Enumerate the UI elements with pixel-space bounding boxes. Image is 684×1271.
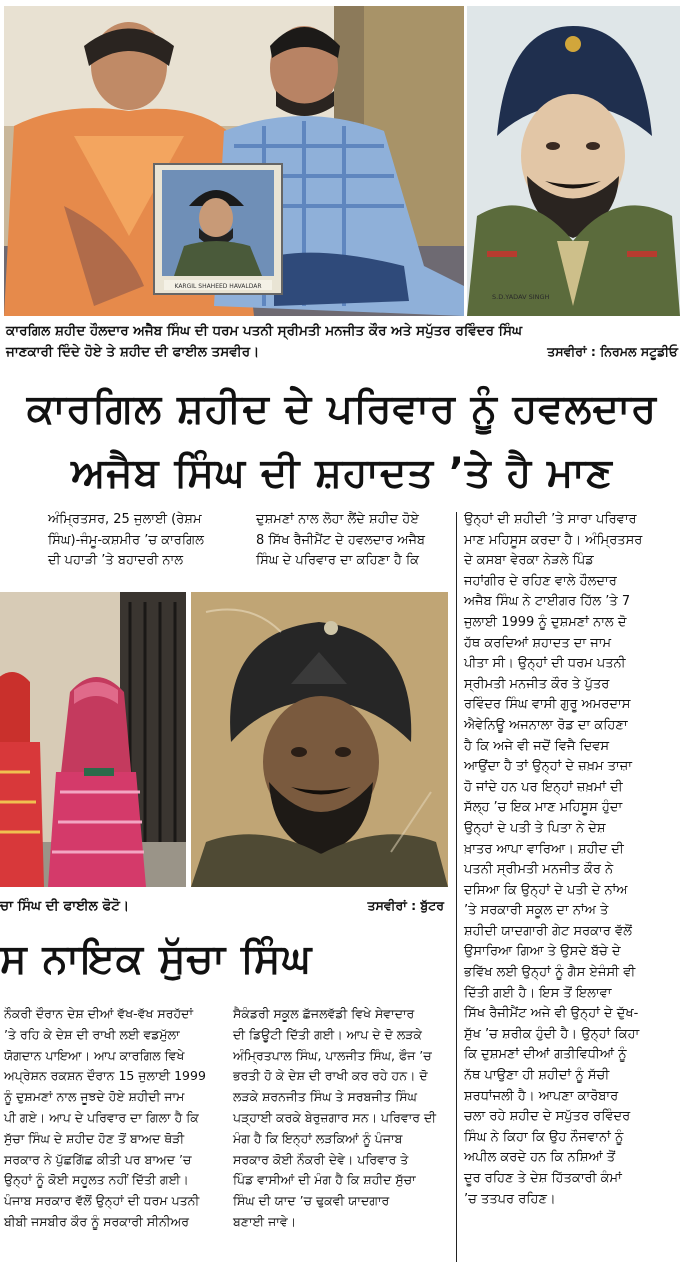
article1-col2 [256, 510, 448, 572]
article-line: ਭਰਤੀ ਹੋ ਕੇ ਦੇਸ਼ ਦੀ ਰਾਖੀ ਕਰ ਰਹੇ ਹਨ। ਦੋ [233, 1068, 428, 1084]
article-line: ’ਤੇ ਰਹਿ ਕੇ ਦੇਸ਼ ਦੀ ਰਾਖੀ ਲਈ ਵਡਮੁੱਲਾ [4, 1026, 180, 1042]
article1-col1 [48, 510, 248, 572]
framed-photo-label: KARGIL SHAHEED HAVALDAR [174, 283, 262, 290]
soldier-file-photo [191, 592, 448, 887]
article1-col1-line: ਸਿੰਘ)-ਜੰਮੂ-ਕਸ਼ਮੀਰ ’ਚ ਕਾਰਗਿਲ [48, 532, 204, 548]
article-line: ਰਵਿੰਦਰ ਸਿੰਘ ਵਾਸੀ ਗੁਰੂ ਅਮਰਦਾਸ [464, 697, 631, 713]
article-line: ਸਿੰਘ ਨੇ ਕਿਹਾ ਕਿ ਉਹ ਨੌਜਵਾਨਾਂ ਨੂੰ [464, 1129, 624, 1145]
article1-col1-line: ਅੰਮ੍ਰਿਤਸਰ, 25 ਜੁਲਾਈ (ਰੇਸ਼ਮ [48, 512, 202, 527]
article-line: ਸਿੰਘ ਦੀ ਯਾਦ ’ਚ ਢੁਕਵੀ ਯਾਦਗਾਰ [233, 1193, 390, 1209]
article-line: ਦਿੱਤੀ ਗਈ ਹੈ। ਇਸ ਤੋਂ ਇਲਾਵਾ [464, 985, 612, 1001]
article-line: ਬੀਬੀ ਜਸਬੀਰ ਕੌਰ ਨੂੰ ਸਰਕਾਰੀ ਸੀਨੀਅਰ [4, 1213, 190, 1229]
article-line: ਲੜਕੇ ਸ਼ਰਨਜੀਤ ਸਿੰਘ ਤੇ ਸਰਬਜੀਤ ਸਿੰਘ [233, 1089, 417, 1105]
article-line: ਪੰਜਾਬ ਸਰਕਾਰ ਵੱਲੋਂ ਉਨ੍ਹਾਂ ਦੀ ਧਰਮ ਪਤਨੀ [4, 1193, 200, 1209]
portrait-signature: S.D.YADAV SINGH [492, 293, 550, 301]
article-line: ਕਿ ਦੁਸ਼ਮਣਾਂ ਦੀਆਂ ਗਤੀਵਿਧੀਆਂ ਨੂੰ [464, 1047, 627, 1063]
article-line: ਦੀ ਡਿਊਟੀ ਦਿੱਤੀ ਗਈ। ਆਪ ਦੇ ਦੋ ਲੜਕੇ [233, 1026, 422, 1042]
article-line: ਨੌਕਰੀ ਦੌਰਾਨ ਦੇਸ਼ ਦੀਆਂ ਵੱਖ-ਵੱਖ ਸਰਹੱਦਾਂ [4, 1006, 193, 1021]
painted-portrait [467, 6, 680, 316]
mid-caption: ਚਾ ਸਿੰਘ ਦੀ ਫਾਈਲ ਫੋਟੋ। [0, 898, 130, 914]
column-divider [456, 512, 457, 1262]
article-line: ਜੁਲਾਈ 1999 ਨੂੰ ਦੁਸ਼ਮਣਾਂ ਨਾਲ ਦੋ [464, 614, 627, 630]
article-line: ਨੂੰ ਦੁਸ਼ਮਣਾਂ ਨਾਲ ਜੂਝਦੇ ਹੋਏ ਸ਼ਹੀਦੀ ਜਾਮ [4, 1089, 185, 1105]
article-line: ਆਉਂਦਾ ਹੈ ਤਾਂ ਉਨ੍ਹਾਂ ਦੇ ਜ਼ਖ਼ਮ ਤਾਜ਼ਾ [464, 759, 632, 775]
article-line: ਸੱਲ੍ਹ ’ਚ ਇਕ ਮਾਣ ਮਹਿਸੂਸ ਹੁੰਦਾ [464, 800, 623, 816]
article-line: ਸੁੱਖ ’ਚ ਸ਼ਰੀਕ ਹੁੰਦੀ ਹੈ। ਉਨ੍ਹਾਂ ਕਿਹਾ [464, 1026, 640, 1042]
article2-col1 [4, 1004, 222, 1233]
article-line: ਹੱਥ ਕਰਦਿਆਂ ਸ਼ਹਾਦਤ ਦਾ ਜਾਮ [464, 635, 612, 651]
article-line: ਹੈ ਕਿ ਅਜੇ ਵੀ ਜਦੋਂ ਵਿਜੈ ਦਿਵਸ [464, 738, 610, 754]
article-line: ਸੁੱਚਾ ਸਿੰਘ ਦੇ ਸ਼ਹੀਦ ਹੋਣ ਤੋਂ ਬਾਅਦ ਥੋੜੀ [4, 1130, 185, 1146]
article-line: ਸ੍ਰੀਮਤੀ ਮਨਜੀਤ ਕੌਰ ਤੇ ਪੁੱਤਰ [464, 676, 610, 692]
main-headline-line2: ਅਜੈਬ ਸਿੰਘ ਦੀ ਸ਼ਹਾਦਤ ’ਤੇ ਹੈ ਮਾਣ [71, 450, 613, 496]
article-line: ਐਵੇਨਿਊ ਅਜਨਾਲਾ ਰੋਡ ਦਾ ਕਹਿਣਾ [464, 717, 628, 733]
top-caption-line2: ਜਾਣਕਾਰੀ ਦਿੰਦੇ ਹੋਏ ਤੇ ਸ਼ਹੀਦ ਦੀ ਫਾਈਲ ਤਸਵੀਰ। [6, 344, 260, 360]
article-line: ਪੜ੍ਹਾਈ ਕਰਕੇ ਬੇਰੁਜ਼ਗਾਰ ਸਨ। ਪਰਿਵਾਰ ਦੀ [233, 1109, 437, 1125]
article-line: ਅਜੈਬ ਸਿੰਘ ਨੇ ਟਾਈਗਰ ਹਿੱਲ ’ਤੇ 7 [464, 594, 631, 610]
article-line: ਚਲਾ ਰਹੇ ਸ਼ਹੀਦ ਦੇ ਸਪੁੱਤਰ ਰਵਿੰਦਰ [464, 1109, 631, 1125]
article1-col2-line: ਸਿੰਘ ਦੇ ਪਰਿਵਾਰ ਦਾ ਕਹਿਣਾ ਹੈ ਕਿ [256, 553, 420, 569]
article-line: ਮਾਣ ਮਹਿਸੂਸ ਕਰਦਾ ਹੈ। ਅੰਮ੍ਰਿਤਸਰ [464, 532, 643, 548]
article-line: ਉਨ੍ਹਾਂ ਦੀ ਸ਼ਹੀਦੀ ’ਤੇ ਸਾਰਾ ਪਰਿਵਾਰ [464, 512, 637, 527]
article-line: ਮੰਗ ਹੈ ਕਿ ਇਨ੍ਹਾਂ ਲੜਕਿਆਂ ਨੂੰ ਪੰਜਾਬ [233, 1130, 403, 1146]
main-headline-line1: ਕਾਰਗਿਲ ਸ਼ਹੀਦ ਦੇ ਪਰਿਵਾਰ ਨੂੰ ਹਵਲਦਾਰ [26, 386, 658, 432]
article-line: ਸੈਕੰਡਰੀ ਸਕੂਲ ਛੱਜਲਵੱਡੀ ਵਿਖੇ ਸੇਵਾਦਾਰ [233, 1006, 415, 1021]
article-line: ਪਤਨੀ ਸ੍ਰੀਮਤੀ ਮਨਜੀਤ ਕੌਰ ਨੇ [464, 862, 614, 878]
article-line: ਪੀਤਾ ਸੀ। ਉਨ੍ਹਾਂ ਦੀ ਧਰਮ ਪਤਨੀ [464, 656, 626, 672]
article-line: ਸਰਕਾਰ ਨੇ ਪੁੱਛਗਿੱਛ ਕੀਤੀ ਪਰ ਬਾਅਦ ’ਚ [4, 1151, 192, 1167]
article-line: ’ਤੇ ਸਰਕਾਰੀ ਸਕੂਲ ਦਾ ਨਾਂਅ ਤੇ [464, 903, 609, 919]
mid-photo-credit: ਤਸਵੀਰਾਂ : ਬੁੱਟਰ [367, 898, 444, 913]
article1-col3 [464, 510, 678, 1210]
article-line: ਯੋਗਦਾਨ ਪਾਇਆ। ਆਪ ਕਾਰਗਿਲ ਵਿਖੇ [4, 1047, 185, 1063]
article-line: ਸਰਕਾਰ ਕੋਈ ਨੌਕਰੀ ਦੇਵੇ। ਪਰਿਵਾਰ ਤੇ [233, 1151, 409, 1167]
article-line: ਦੇ ਕਸਬਾ ਵੇਰਕਾ ਨੇੜਲੇ ਪਿੰਡ [464, 553, 594, 569]
article-line: ਪਿੰਡ ਵਾਸੀਆਂ ਦੀ ਮੰਗ ਹੈ ਕਿ ਸ਼ਹੀਦ ਸੁੱਚਾ [233, 1172, 416, 1188]
article-line: ਉਨ੍ਹਾਂ ਦੇ ਪਤੀ ਤੇ ਪਿਤਾ ਨੇ ਦੇਸ਼ [464, 820, 606, 836]
article1-col1-line: ਦੀ ਪਹਾੜੀ ’ਤੇ ਬਹਾਦਰੀ ਨਾਲ [48, 553, 184, 569]
article-line: ਉਸਾਰਿਆ ਗਿਆ ਤੇ ਉਸਦੇ ਬੱਚੇ ਦੇ [464, 944, 621, 960]
article-line: ਉਨ੍ਹਾਂ ਨੂੰ ਕੋਈ ਸਹੂਲਤ ਨਹੀਂ ਦਿੱਤੀ ਗਈ। [4, 1172, 189, 1188]
second-headline: ਸ ਨਾਇਕ ਸੁੱਚਾ ਸਿੰਘ [0, 936, 313, 982]
top-photo-credit: ਤਸਵੀਰਾਂ : ਨਿਰਮਲ ਸਟੂਡੀਓ [547, 344, 678, 359]
article-line: ਨੱਥ ਪਾਉਣਾ ਹੀ ਸ਼ਹੀਦਾਂ ਨੂੰ ਸੱਚੀ [464, 1068, 610, 1084]
article-line: ਪੀ ਗਏ। ਆਪ ਦੇ ਪਰਿਵਾਰ ਦਾ ਗਿਲਾ ਹੈ ਕਿ [4, 1109, 199, 1125]
article-line: ਸਿੱਖ ਰੈਜੀਮੈਂਟ ਅਜੇ ਵੀ ਉਨ੍ਹਾਂ ਦੇ ਦੁੱਖ- [464, 1006, 639, 1022]
article2-col2 [233, 1004, 449, 1233]
family-photo [4, 6, 464, 316]
article1-col2-line: 8 ਸਿੱਖ ਰੈਜੀਮੈਂਟ ਦੇ ਹਵਲਦਾਰ ਅਜੈਬ [256, 532, 426, 548]
article-line: ਅਪ੍ਰੇਸ਼ਨ ਰਕਸ਼ਨ ਦੌਰਾਨ 15 ਜੁਲਾਈ 1999 [4, 1068, 206, 1084]
article-line: ਸ਼ਹੀਦੀ ਯਾਦਗਾਰੀ ਗੇਟ ਸਰਕਾਰ ਵੱਲੋਂ [464, 923, 632, 939]
article-line: ’ਚ ਤਤਪਰ ਰਹਿਣ। [464, 1191, 556, 1207]
article-line: ਭਵਿੱਖ ਲਈ ਉਨ੍ਹਾਂ ਨੂੰ ਗੈਸ ਏਜੰਸੀ ਵੀ [464, 965, 636, 981]
top-caption-line1: ਕਾਰਗਿਲ ਸ਼ਹੀਦ ਹੌਲਦਾਰ ਅਜੈਬ ਸਿੰਘ ਦੀ ਧਰਮ ਪਤਨੀ ਸ੍ਰੀਮਤੀ ਮਨਜੀਤ ਕੌਰ ਅਤੇ ਸਪੁੱਤਰ ਰਵਿੰਦਰ ਸਿੰਘ [6, 323, 523, 339]
article-line: ਜਹਾਂਗੀਰ ਦੇ ਰਹਿਣ ਵਾਲੇ ਹੌਲਦਾਰ [464, 573, 617, 589]
article-line: ਖ਼ਾਤਰ ਆਪਾ ਵਾਰਿਆ। ਸ਼ਹੀਦ ਦੀ [464, 841, 624, 857]
article-line: ਹੋ ਜਾਂਦੇ ਹਨ ਪਰ ਇਨ੍ਹਾਂ ਜ਼ਖ਼ਮਾਂ ਦੀ [464, 779, 623, 795]
article-line: ਸ਼ਰਧਾਂਜਲੀ ਹੈ। ਆਪਣਾ ਕਾਰੋਬਾਰ [464, 1088, 619, 1104]
article-line: ਦੂਰ ਰਹਿਣ ਤੇ ਦੇਸ਼ ਹਿੱਤਕਾਰੀ ਕੰਮਾਂ [464, 1171, 622, 1186]
article-line: ਅੰਮ੍ਰਿਤਪਾਲ ਸਿੰਘ, ਪਾਲਜੀਤ ਸਿੰਘ, ਫੌਜ ’ਚ [233, 1047, 432, 1063]
article-line: ਬਣਾਈ ਜਾਵੇ। [233, 1213, 297, 1229]
article-line: ਦਸਿਆ ਕਿ ਉਨ੍ਹਾਂ ਦੇ ਪਤੀ ਦੇ ਨਾਂਅ [464, 882, 628, 898]
article-line: ਅਪੀਲ ਕਰਦੇ ਹਨ ਕਿ ਨਸ਼ਿਆਂ ਤੋਂ [464, 1150, 616, 1166]
article1-col2-line: ਦੁਸ਼ਮਣਾਂ ਨਾਲ ਲੋਹਾ ਲੈਂਦੇ ਸ਼ਹੀਦ ਹੋਏ [256, 512, 419, 527]
women-photo [0, 592, 186, 887]
